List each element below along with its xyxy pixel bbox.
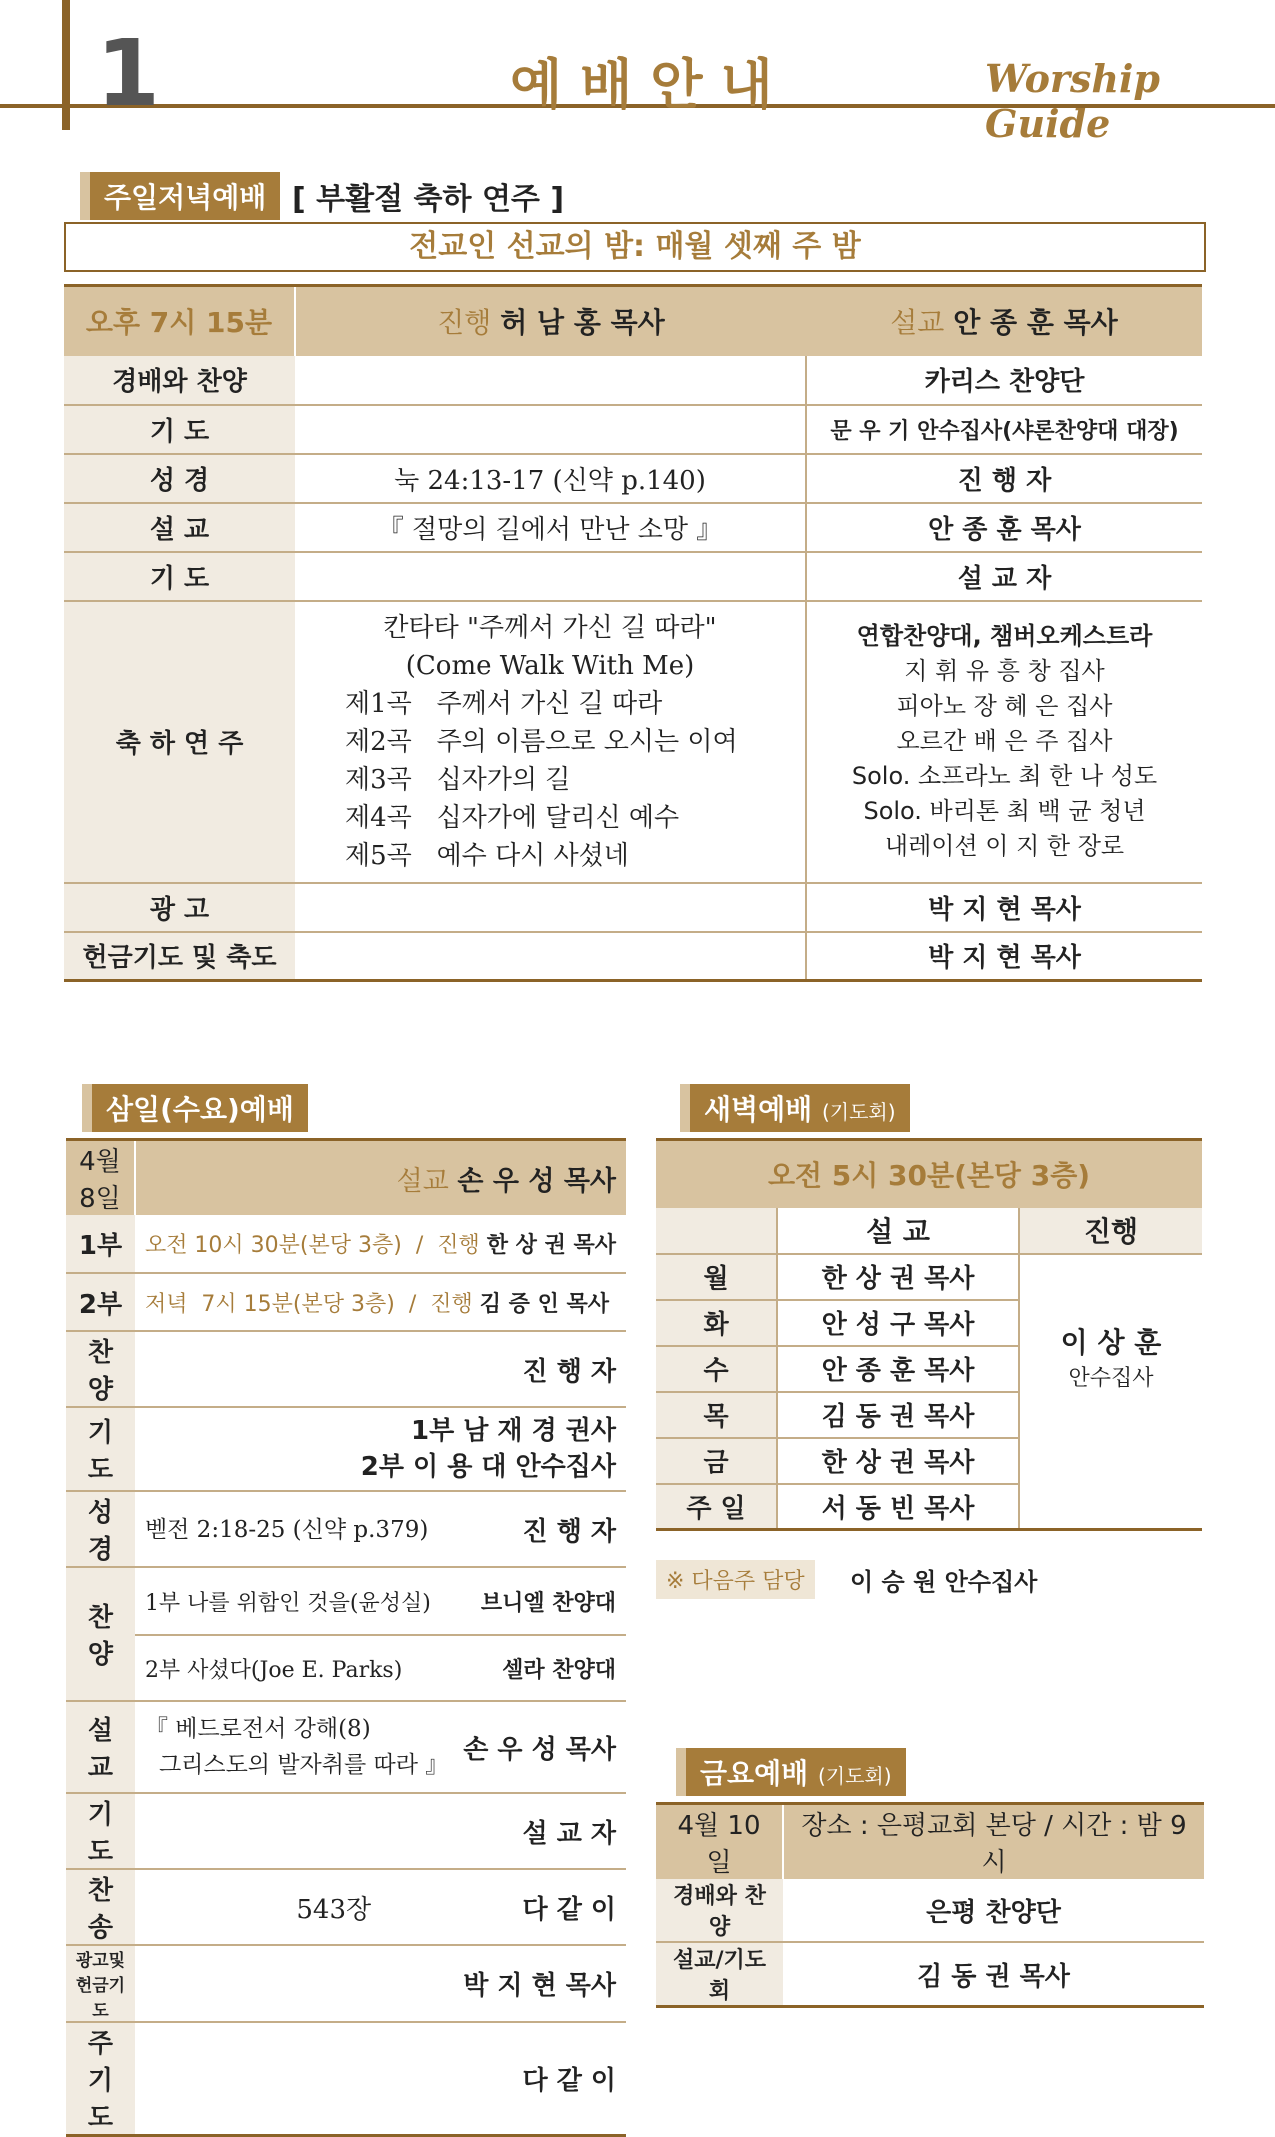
dawn-day: 화 <box>656 1300 777 1346</box>
wed-person: 진 행 자 <box>135 1331 626 1407</box>
dawn-preacher: 한 상 권 목사 <box>777 1254 1019 1300</box>
dawn-col-sermon: 설 교 <box>777 1208 1019 1254</box>
wed-praise: 1부 나를 위함인 것을(윤성실) 브니엘 찬양대 2부 사셨다(Joe E. Parks) 셀라 찬양대 <box>135 1567 626 1701</box>
wed-item: 찬 양 <box>66 1331 135 1407</box>
sunday-event: [ 부활절 축하 연주 ] <box>292 182 565 217</box>
sunday-banner: 전교인 선교의 밤: 매월 셋째 주 밤 <box>64 222 1206 272</box>
wednesday-table <box>66 1138 626 2137</box>
dawn-day: 금 <box>656 1438 777 1484</box>
wednesday-preacher: 설교 손 우 성 목사 <box>135 1140 626 1216</box>
next-week-label: ※ 다음주 담당 <box>656 1560 815 1599</box>
friday-table <box>656 1802 1204 2008</box>
wednesday-label: 삼일(수요)예배 <box>92 1084 308 1132</box>
sunday-item: 기 도 <box>64 405 295 454</box>
dawn-lead: 이 상 훈 안수집사 <box>1019 1254 1202 1530</box>
wed-person: 1부 남 재 경 권사 2부 이 용 대 안수집사 <box>135 1407 626 1491</box>
celebration-program: 칸타타 "주께서 가신 길 따라" (Come Walk With Me) 제1곡 주께서 가신 길 따라 제2곡 주의 이름으로 오시는 이여 제3곡 십자가의 길 제4곡 십자가에 달리신 예수 제5곡 예수 다시 사셨네 <box>295 601 806 883</box>
sunday-preacher-cell: 설교 안 종 훈 목사 <box>806 286 1202 356</box>
wed-content: 벧전 2:18-25 (신약 p.379) 진 행 자 <box>135 1491 626 1567</box>
celebration-people: 연합찬양대, 챔버오케스트라 지 휘 유 흥 창 집사 피아노 장 혜 은 집사 오르간 배 은 주 집사 Solo. 소프라노 최 한 나 성도 Solo. 바리톤 최 백 균 청년 내레이션 이 지 한 장로 <box>806 601 1202 883</box>
sunday-item: 헌금기도 및 축도 <box>64 932 295 981</box>
sunday-time: 오후 7시 15분 <box>64 286 295 356</box>
wed-item: 기 도 <box>66 1793 135 1869</box>
dawn-preacher: 김 동 권 목사 <box>777 1392 1019 1438</box>
dawn-day: 주 일 <box>656 1484 777 1530</box>
sunday-item: 축 하 연 주 <box>64 601 295 883</box>
next-week-person: 이 승 원 안수집사 <box>850 1568 1038 1596</box>
sunday-item: 기 도 <box>64 552 295 601</box>
sunday-person: 설 교 자 <box>806 552 1202 601</box>
service-info: 저녁 7시 15분(본당 3층) / 진행 김 증 인 목사 <box>135 1273 626 1331</box>
page-number: 1 <box>96 20 161 127</box>
wed-person: 설 교 자 <box>135 1793 626 1869</box>
sunday-item: 성 경 <box>64 454 295 503</box>
friday-person: 김 동 권 목사 <box>917 1961 1070 1992</box>
dawn-day: 수 <box>656 1346 777 1392</box>
friday-info: 장소 : 은평교회 본당 / 시간 : 밤 9시 <box>783 1804 1204 1880</box>
sunday-item: 광 고 <box>64 883 295 932</box>
wed-item: 찬 송 <box>66 1869 135 1945</box>
sunday-person: 카리스 찬양단 <box>806 356 1202 405</box>
friday-date: 4월 10일 <box>656 1804 783 1880</box>
sunday-person: 박 지 현 목사 <box>806 883 1202 932</box>
sunday-person: 박 지 현 목사 <box>928 943 1081 974</box>
dawn-time: 오전 5시 30분(본당 3층) <box>656 1140 1202 1208</box>
dawn-day: 목 <box>656 1392 777 1438</box>
sunday-item: 설 교 <box>64 503 295 552</box>
sunday-table <box>64 284 1202 982</box>
dawn-label: 새벽예배 (기도회) <box>690 1084 910 1132</box>
wed-person: 다 같 이 <box>522 2066 616 2096</box>
sunday-label: 주일저녁예배 <box>90 172 280 220</box>
sunday-item: 경배와 찬양 <box>64 356 295 405</box>
wed-item: 기 도 <box>66 1407 135 1491</box>
wed-person: 박 지 현 목사 <box>135 1945 626 2022</box>
dawn-preacher: 안 성 구 목사 <box>777 1300 1019 1346</box>
wed-sermon: 『 베드로전서 강해(8) 그리스도의 발자취를 따라 』 손 우 성 목사 <box>135 1701 626 1793</box>
wed-hymn: 543장 다 같 이 <box>135 1869 626 1945</box>
dawn-preacher: 서 동 빈 목사 <box>777 1484 1019 1530</box>
sunday-person: 안 종 훈 목사 <box>806 503 1202 552</box>
dawn-col-lead: 진행 <box>1019 1208 1202 1254</box>
sunday-content: 『 절망의 길에서 만난 소망 』 <box>295 503 806 552</box>
friday-label: 금요예배 (기도회) <box>686 1748 906 1796</box>
wed-item: 성 경 <box>66 1491 135 1567</box>
friday-item: 설교/기도회 <box>656 1942 783 2007</box>
friday-person: 은평 찬양단 <box>783 1879 1204 1942</box>
dawn-day: 월 <box>656 1254 777 1300</box>
sunday-lead-cell: 진행 허 남 홍 목사 <box>295 286 806 356</box>
dawn-preacher: 안 종 훈 목사 <box>777 1346 1019 1392</box>
wed-item: 주 기 도 <box>66 2022 135 2136</box>
dawn-table <box>656 1138 1202 1531</box>
friday-item: 경배와 찬양 <box>656 1879 783 1942</box>
service-part: 1부 <box>66 1215 135 1273</box>
sunday-person: 문 우 기 안수집사(샤론찬양대 대장) <box>806 405 1202 454</box>
wed-item: 설 교 <box>66 1701 135 1793</box>
wed-item: 찬 양 <box>66 1567 135 1701</box>
sunday-person: 진 행 자 <box>806 454 1202 503</box>
header-bar <box>62 0 70 130</box>
dawn-preacher: 한 상 권 목사 <box>777 1438 1019 1484</box>
page-subtitle: Worship Guide <box>985 56 1160 146</box>
page-title: 예배안내 <box>510 53 791 116</box>
sunday-content: 눅 24:13-17 (신약 p.140) <box>295 454 806 503</box>
service-info: 오전 10시 30분(본당 3층) / 진행 한 상 권 목사 <box>135 1215 626 1273</box>
wednesday-date: 4월 8일 <box>66 1140 135 1216</box>
wed-item: 광고및헌금기도 <box>66 1945 135 2022</box>
service-part: 2부 <box>66 1273 135 1331</box>
